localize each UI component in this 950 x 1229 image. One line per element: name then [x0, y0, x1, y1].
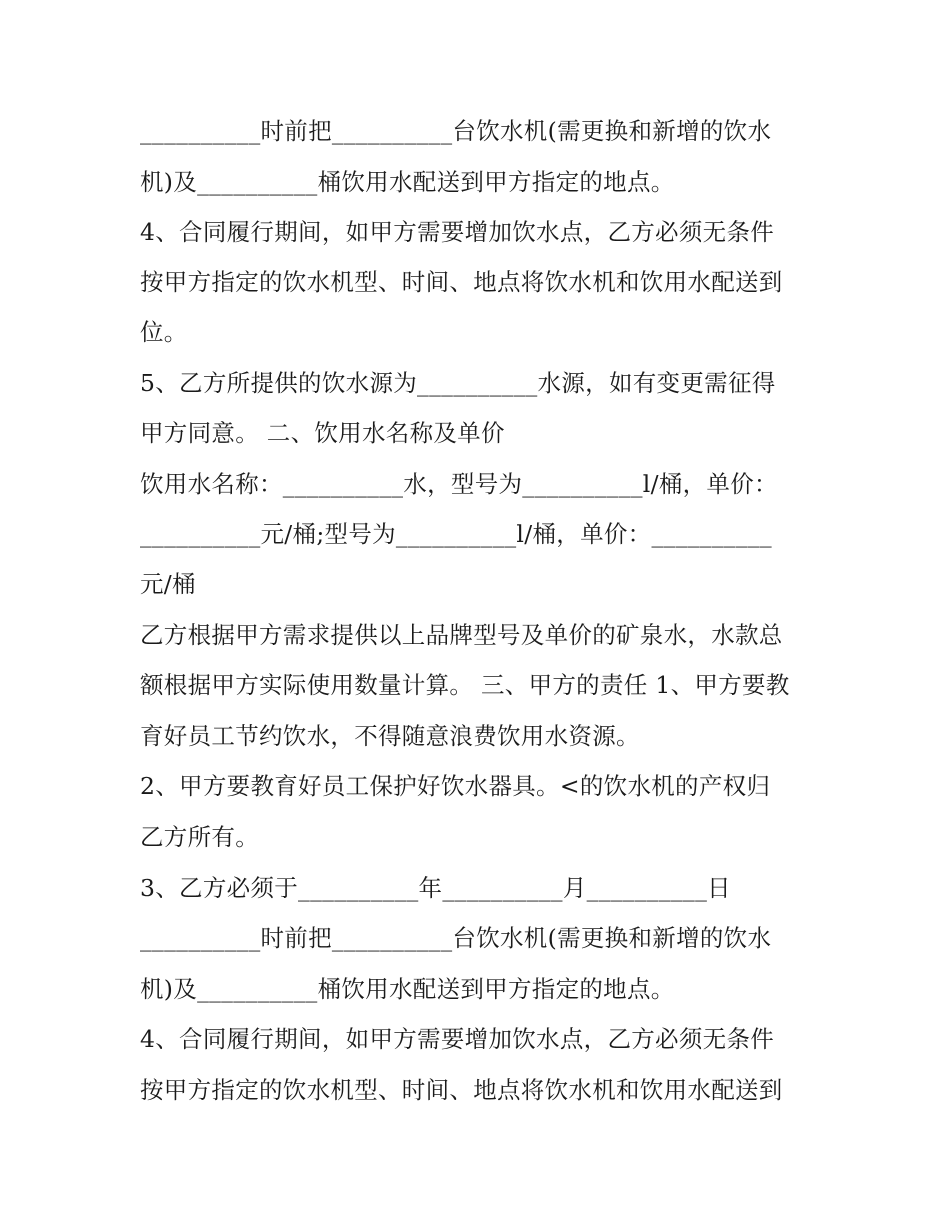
text-line: __________元/桶;型号为__________l/桶，单价：__________	[140, 520, 772, 548]
text-line: 4、合同履行期间，如甲方需要增加饮水点，乙方必须无条件	[140, 1025, 775, 1053]
text-line: 按甲方指定的饮水机型、时间、地点将饮水机和饮用水配送到	[140, 268, 783, 296]
text-line: 5、乙方所提供的饮水源为__________水源，如有变更需征得	[140, 369, 776, 397]
text-line: 4、合同履行期间，如甲方需要增加饮水点，乙方必须无条件	[140, 218, 775, 246]
text-line: __________时前把__________台饮水机(需更换和新增的饮水	[140, 117, 772, 145]
text-line: __________时前把__________台饮水机(需更换和新增的饮水	[140, 924, 772, 952]
text-line: 2、甲方要教育好员工保护好饮水器具。<的饮水机的产权归	[140, 772, 771, 800]
text-line: 3、乙方必须于__________年__________月__________日	[140, 874, 731, 902]
text-line: 乙方所有。	[140, 823, 259, 851]
text-line: 饮用水名称：__________水，型号为__________l/桶，单价：	[140, 470, 778, 498]
text-line: 育好员工节约饮水，不得随意浪费饮用水资源。	[140, 722, 640, 750]
text-line: 按甲方指定的饮水机型、时间、地点将饮水机和饮用水配送到	[140, 1076, 783, 1104]
text-line: 元/桶	[140, 570, 196, 598]
text-line: 甲方同意。 二、饮用水名称及单价	[140, 419, 505, 447]
text-line: 机)及__________桶饮用水配送到甲方指定的地点。	[140, 168, 675, 196]
text-line: 机)及__________桶饮用水配送到甲方指定的地点。	[140, 975, 675, 1003]
text-line: 位。	[140, 318, 188, 346]
text-line: 额根据甲方实际使用数量计算。 三、甲方的责任 1、甲方要教	[140, 671, 790, 699]
text-line: 乙方根据甲方需求提供以上品牌型号及单价的矿泉水，水款总	[140, 621, 783, 649]
